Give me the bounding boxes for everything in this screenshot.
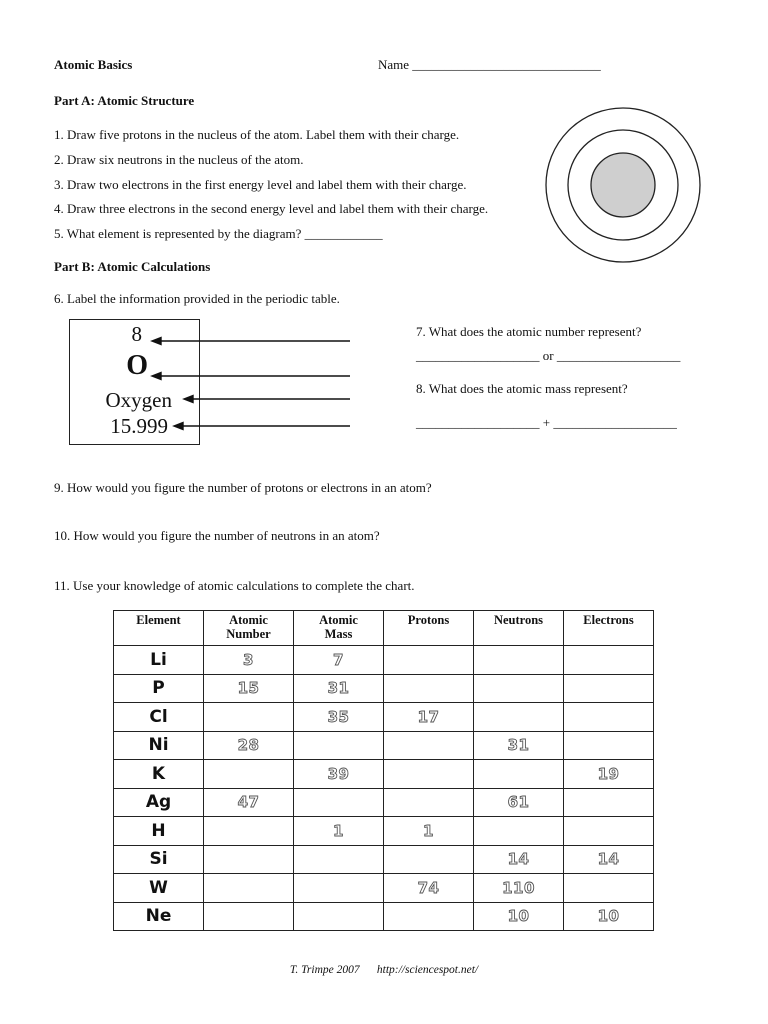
answer-cell[interactable]: [474, 760, 564, 789]
arrow-head-number-icon: [152, 338, 161, 345]
answer-cell[interactable]: [564, 731, 654, 760]
answer-cell[interactable]: [384, 845, 474, 874]
table-row: [114, 731, 654, 760]
answer-cell[interactable]: [384, 902, 474, 931]
answer-cell[interactable]: [294, 902, 384, 931]
table-header-row: [114, 611, 654, 646]
given-value-cell: 110: [474, 874, 564, 903]
answer-cell[interactable]: [204, 703, 294, 732]
column-header: Atomic Mass: [294, 611, 384, 646]
atomic-mass: 15.999: [110, 414, 168, 438]
question-4: 4. Draw three electrons in the second energy level and label them with their charge.: [54, 201, 489, 216]
question-11: 11. Use your knowledge of atomic calculations to complete the chart.: [54, 578, 415, 593]
element-symbol-cell: Li: [114, 646, 204, 675]
given-value-cell: 10: [564, 902, 654, 931]
answer-cell[interactable]: [204, 845, 294, 874]
column-header: Electrons: [564, 611, 654, 646]
atomic-number: 8: [131, 322, 142, 346]
answer-cell[interactable]: [474, 817, 564, 846]
table-row: [114, 817, 654, 846]
table-row: [114, 703, 654, 732]
given-value-cell: 15: [204, 674, 294, 703]
question-1: 1. Draw five protons in the nucleus of the atom. Label them with their charge.: [54, 127, 460, 142]
atom-diagram: [540, 106, 706, 264]
given-value-cell: 31: [294, 674, 384, 703]
question-2: 2. Draw six neutrons in the nucleus of the atom.: [54, 152, 304, 167]
element-symbol-cell: Cl: [114, 703, 204, 732]
element-symbol-cell: Ag: [114, 788, 204, 817]
answer-cell[interactable]: [204, 874, 294, 903]
column-header: Neutrons: [474, 611, 564, 646]
q8-blank-left: ___________________: [416, 415, 540, 430]
answer-cell[interactable]: [564, 817, 654, 846]
given-value-cell: 14: [474, 845, 564, 874]
question-7-answer[interactable]: [416, 348, 680, 364]
answer-cell[interactable]: [204, 817, 294, 846]
name-field[interactable]: [378, 57, 601, 73]
answer-cell[interactable]: [564, 874, 654, 903]
given-value-cell: 1: [294, 817, 384, 846]
given-value-cell: 1: [384, 817, 474, 846]
element-name: Oxygen: [105, 388, 172, 412]
answer-cell[interactable]: [564, 703, 654, 732]
nucleus: [591, 153, 655, 217]
answer-cell[interactable]: [564, 674, 654, 703]
answer-cell[interactable]: [474, 646, 564, 675]
q7-blank-left: ___________________: [416, 348, 540, 363]
given-value-cell: 35: [294, 703, 384, 732]
label-arrows: [140, 330, 355, 440]
element-symbol-cell: H: [114, 817, 204, 846]
column-header: Protons: [384, 611, 474, 646]
question-5: 5. What element is represented by the diagram? ____________: [54, 226, 383, 241]
part-b-heading: Part B: Atomic Calculations: [54, 259, 211, 274]
given-value-cell: 3: [204, 646, 294, 675]
answer-cell[interactable]: [474, 674, 564, 703]
element-symbol-cell: Si: [114, 845, 204, 874]
question-3: 3. Draw two electrons in the first energy level and label them with their charge.: [54, 177, 467, 192]
answer-cell[interactable]: [384, 674, 474, 703]
arrow-head-mass-icon: [174, 423, 183, 430]
given-value-cell: 31: [474, 731, 564, 760]
question-9: 9. How would you figure the number of protons or electrons in an atom?: [54, 480, 432, 495]
answer-cell[interactable]: [564, 788, 654, 817]
given-value-cell: 19: [564, 760, 654, 789]
given-value-cell: 61: [474, 788, 564, 817]
table-row: [114, 646, 654, 675]
question-6: 6. Label the information provided in the periodic table.: [54, 291, 340, 306]
footer: [0, 964, 768, 976]
given-value-cell: 28: [204, 731, 294, 760]
question-8-answer[interactable]: [416, 415, 677, 431]
element-symbol-cell: Ne: [114, 902, 204, 931]
given-value-cell: 17: [384, 703, 474, 732]
question-8: 8. What does the atomic mass represent?: [416, 381, 628, 396]
question-10: 10. How would you figure the number of neutrons in an atom?: [54, 528, 380, 543]
answer-cell[interactable]: [384, 788, 474, 817]
q8-blank-right: ___________________: [553, 415, 677, 430]
arrow-head-name-icon: [184, 396, 193, 403]
answer-cell[interactable]: [384, 646, 474, 675]
answer-cell[interactable]: [294, 788, 384, 817]
answer-cell[interactable]: [474, 703, 564, 732]
element-symbol-cell: W: [114, 874, 204, 903]
element-symbol: O: [126, 350, 148, 381]
answer-cell[interactable]: [204, 760, 294, 789]
given-value-cell: 47: [204, 788, 294, 817]
column-header: Atomic Number: [204, 611, 294, 646]
answer-cell[interactable]: [204, 902, 294, 931]
given-value-cell: 10: [474, 902, 564, 931]
element-symbol-cell: Ni: [114, 731, 204, 760]
table-row: [114, 760, 654, 789]
arrow-head-symbol-icon: [152, 373, 161, 380]
footer-credit: T. Trimpe 2007: [289, 964, 360, 976]
answer-cell[interactable]: [384, 731, 474, 760]
table-row: [114, 788, 654, 817]
question-7: 7. What does the atomic number represent?: [416, 324, 642, 339]
column-header: Element: [114, 611, 204, 646]
answer-cell[interactable]: [294, 874, 384, 903]
given-value-cell: 14: [564, 845, 654, 874]
answer-cell[interactable]: [294, 731, 384, 760]
name-blank: _____________________________: [412, 57, 601, 72]
answer-cell[interactable]: [384, 760, 474, 789]
table-row: [114, 874, 654, 903]
element-symbol-cell: K: [114, 760, 204, 789]
footer-url[interactable]: http://sciencespot.net/: [376, 964, 479, 976]
given-value-cell: 39: [294, 760, 384, 789]
worksheet-title: Atomic Basics: [54, 57, 133, 72]
name-label: Name: [378, 57, 410, 72]
table-row: [114, 902, 654, 931]
table-row: [114, 845, 654, 874]
answer-cell[interactable]: [564, 646, 654, 675]
answer-cell[interactable]: [294, 845, 384, 874]
q8-plus: +: [542, 415, 551, 430]
atomic-chart-table: [113, 610, 654, 931]
q7-blank-right: ___________________: [556, 348, 681, 363]
table-row: [114, 674, 654, 703]
element-symbol-cell: P: [114, 674, 204, 703]
given-value-cell: 7: [294, 646, 384, 675]
q7-or: or: [542, 348, 554, 363]
given-value-cell: 74: [384, 874, 474, 903]
part-a-heading: Part A: Atomic Structure: [54, 93, 195, 108]
